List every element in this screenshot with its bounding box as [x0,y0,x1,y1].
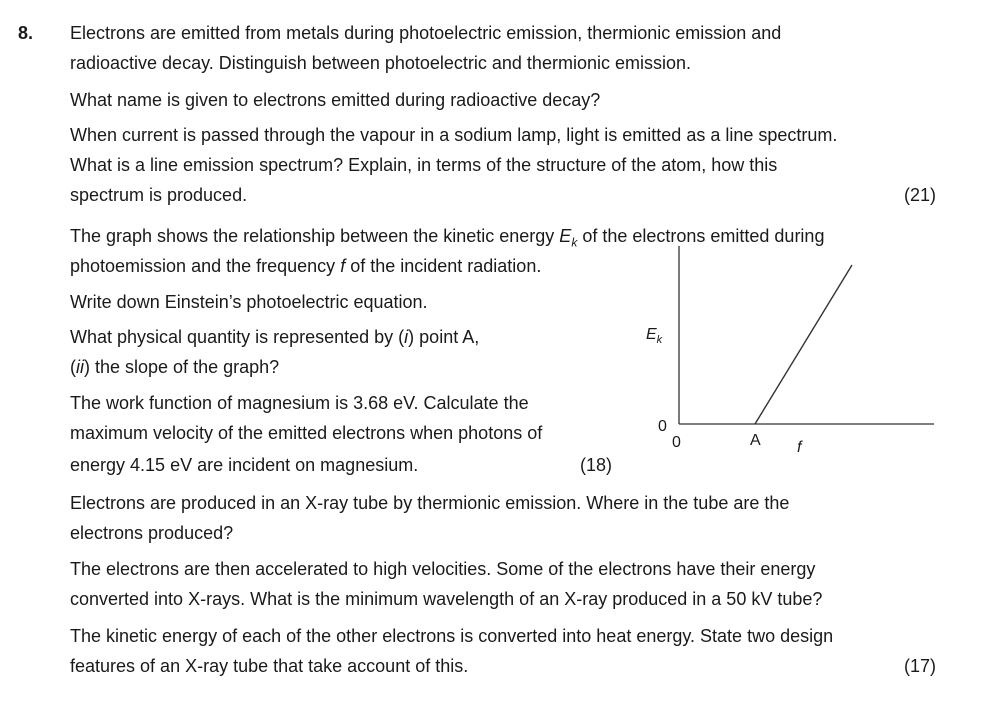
p2-line4-post: ) point A, [408,327,480,347]
p1-line3: What name is given to electrons emitted during radioactive decay? [70,90,601,110]
p3-line5: The kinetic energy of each of the other electrons is converted into heat energy. State two design [70,626,834,646]
y-label-k: k [656,334,663,347]
question-number: 8. [18,23,34,43]
p2-line3: Write down Einstein’s photoelectric equation. [70,292,428,312]
p2-line8: energy 4.15 eV are incident on magnesium. [70,455,419,475]
p2-line6: The work function of magnesium is 3.68 eV. Calculate the [70,393,529,413]
origin-y-label: 0 [658,418,667,435]
p2-line2-post: of the incident radiation. [345,256,542,276]
roman-i: i [404,327,409,347]
p1-line6: spectrum is produced. [70,185,248,205]
p2-line5-pre: ( [70,357,76,377]
p2-line5-post: ) the slope of the graph? [84,357,280,377]
p1-line1: Electrons are emitted from metals during photoelectric emission, thermionic emission and [70,23,782,43]
p3-line4: converted into X-rays. What is the minimum wavelength of an X-ray produced in a 50 kV tube? [70,589,823,609]
marks-17: (17) [903,656,936,676]
p2-line2 [70,251,541,281]
f-symbol: f [340,256,346,276]
p3-line2: electrons produced? [70,523,234,543]
p2-line2-pre: photoemission and the frequency [70,256,341,276]
ek-line [755,265,852,424]
roman-ii: ii [76,357,84,377]
p3-line1: Electrons are produced in an X-ray tube by thermionic emission. Where in the tube are the [70,493,790,513]
origin-x-label: 0 [672,434,681,451]
ek-vs-frequency-graph [640,238,940,468]
p1-line4: When current is passed through the vapour in a sodium lamp, light is emitted as a line spectrum. [70,125,838,145]
marks-21: (21) [903,185,936,205]
p3-line6: features of an X-ray tube that take account of this. [70,656,469,676]
ek-symbol [559,226,578,250]
p2-line5 [70,352,279,382]
p2-line1-pre: The graph shows the relationship between the kinetic energy [70,226,560,246]
p2-line1-post: of the electrons emitted during [577,226,825,246]
y-axis-label [646,326,662,349]
y-label-e: E [646,326,657,343]
p1-line5: What is a line emission spectrum? Explain, in terms of the structure of the atom, how this [70,155,778,175]
ek-symbol-k: k [571,235,578,250]
p3-line3: The electrons are then accelerated to high velocities. Some of the electrons have their energy [70,559,816,579]
p2-line4 [70,322,479,352]
graph-svg [640,238,940,468]
p1-line2: radioactive decay. Distinguish between photoelectric and thermionic emission. [70,53,691,73]
p2-line4-pre: What physical quantity is represented by ( [70,327,405,347]
x-axis-label: f [797,439,802,456]
p2-line7: maximum velocity of the emitted electrons when photons of [70,423,543,443]
point-a-label: A [750,432,761,449]
ek-symbol-e: E [559,226,572,246]
marks-18: (18) [580,455,613,475]
